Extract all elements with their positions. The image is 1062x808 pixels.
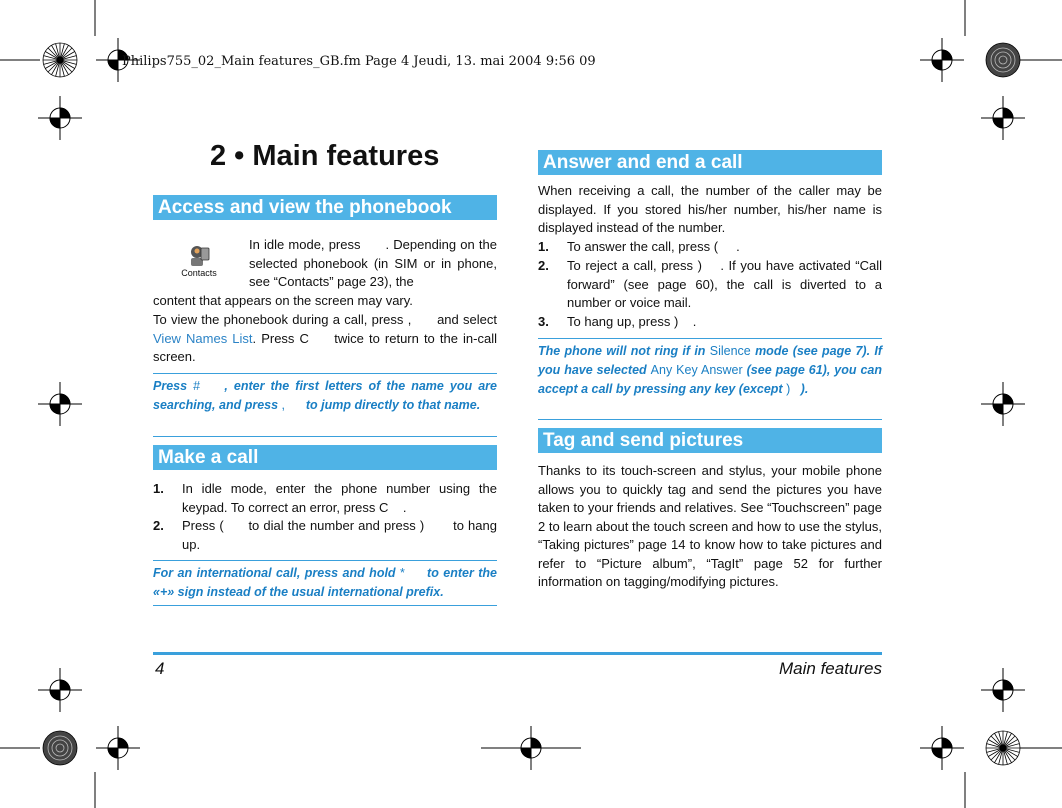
- hash-key: #: [193, 379, 201, 393]
- footer-section-title: Main features: [779, 659, 882, 678]
- silence-mode-note: The phone will not ring if in Silence mode (see page 7). If you have selected Any Key Answer (see page 61), you can accept a call by pressing any key (except ) ).: [538, 338, 882, 420]
- phonebook-tip-note: Press # , enter the first letters of the name you are searching, and press , to jump directly to that name.: [153, 373, 497, 437]
- contacts-icon: [180, 242, 218, 270]
- hangup-key: ): [697, 258, 702, 273]
- section-heading-phonebook: Access and view the phonebook: [153, 195, 497, 220]
- section-heading-make-call: Make a call: [153, 445, 497, 470]
- hangup-key: ): [419, 518, 425, 533]
- answer-step-3: 3. To hang up, press ) .: [538, 314, 697, 329]
- tag-pictures-body: Thanks to its touch-screen and stylus, your mobile phone allows you to quickly tag and send the pictures you have taken to your friends and relatives. See “Touchscreen” page 2 to learn about the touch screen and how to use the stylus, “Taking pictures” page 14 to know how to take pictures and refer to “Picture album”, “TagIt” page 52 for further information on tagging/modifying pictures.: [538, 463, 882, 589]
- make-call-step-1: 1. In idle mode, enter the phone number using the keypad. To correct an error, press C .: [153, 481, 497, 515]
- contacts-icon-label: Contacts: [181, 268, 217, 278]
- hangup-key: ): [673, 314, 679, 329]
- phonebook-paragraph-1-end: content that appears on the screen may vary.: [153, 293, 413, 308]
- c-key: C: [379, 499, 389, 515]
- answer-intro: When receiving a call, the number of the caller may be displayed. If you stored his/her number, his/her name is displayed instead of the number.: [538, 183, 882, 235]
- footer-rule: [153, 652, 882, 655]
- silence-link: Silence: [709, 344, 751, 358]
- comma-key: ,: [281, 398, 286, 412]
- star-key: *: [400, 566, 405, 580]
- international-call-note: For an international call, press and hold * to enter the «+» sign instead of the usual international prefix.: [153, 560, 497, 606]
- comma-key: ,: [407, 312, 412, 327]
- phonebook-paragraph-2: To view the phonebook during a call, press , and select View Names List. Press C twice to return to the in-call screen.: [153, 312, 497, 364]
- pickup-key: (: [713, 239, 719, 254]
- make-call-step-2: 2. Press ( to dial the number and press ) to hang up.: [153, 518, 497, 552]
- file-header-line: Philips755_02_Main features_GB.fm Page 4 Jeudi, 13. mai 2004 9:56 09: [122, 54, 596, 69]
- phonebook-paragraph-1: In idle mode, press . Depending on the selected phonebook (in SIM or in phone, see “Contacts” page 23), the: [249, 237, 498, 289]
- section-heading-answer-call: Answer and end a call: [538, 150, 882, 175]
- chapter-title: 2 • Main features: [210, 140, 440, 172]
- c-key: C: [299, 330, 309, 346]
- hangup-key: ): [786, 382, 791, 396]
- section-heading-tag-pictures: Tag and send pictures: [538, 428, 882, 453]
- pickup-key: (: [219, 518, 224, 533]
- view-names-list-link: View Names List: [153, 330, 253, 346]
- contacts-menu-icon: [180, 242, 218, 282]
- any-key-answer-link: Any Key Answer: [650, 363, 743, 377]
- answer-step-2: 2. To reject a call, press ) . If you have activated “Call forward” (see page 60), the call is diverted to a number or voice mail.: [538, 258, 882, 310]
- answer-step-1: 1. To answer the call, press ( .: [538, 239, 740, 254]
- page-number: 4: [155, 659, 165, 678]
